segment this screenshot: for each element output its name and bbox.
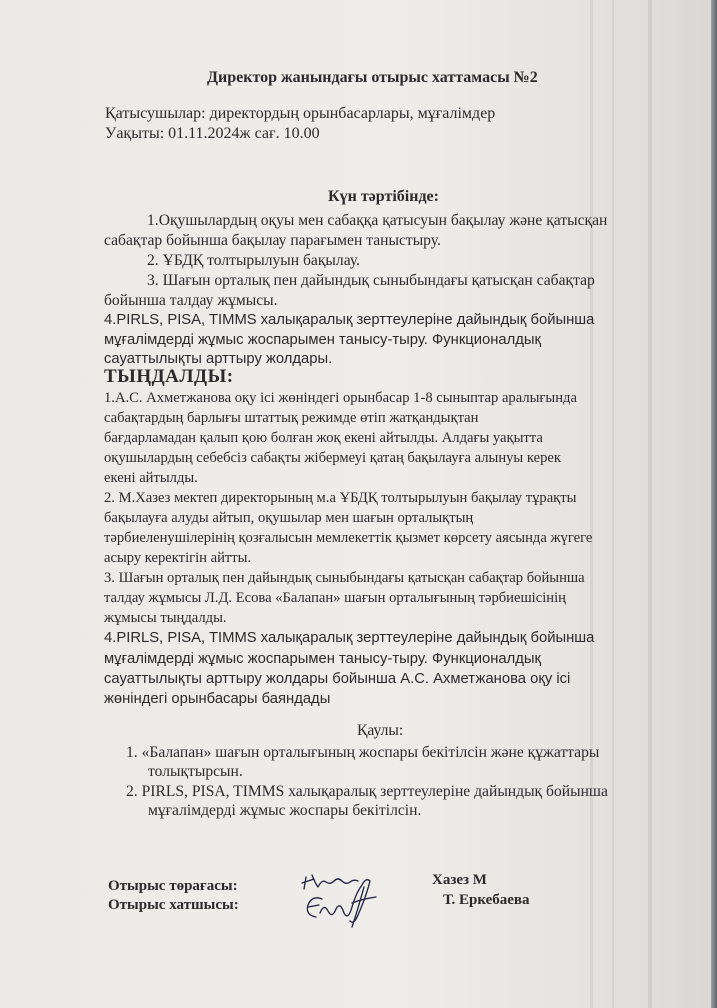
listened-line: асыру керектігін айтты. xyxy=(104,550,252,566)
scan-streak xyxy=(590,0,593,1008)
secretary-label: Отырыс хатшысы: xyxy=(108,897,239,913)
listened-line: жұмысы тыңдалды. xyxy=(104,610,227,626)
secretary-name: Т. Еркебаева xyxy=(443,892,530,908)
listened-heading: ТЫҢДАЛДЫ: xyxy=(104,366,234,387)
listened-line: 4.PIRLS, PISA, TIMMS халықаралық зерттеулеріне дайындық бойынша xyxy=(104,630,595,646)
resolution-heading: Қаулы: xyxy=(357,722,404,739)
chair-label: Отырыс төрағасы: xyxy=(108,878,238,894)
agenda-line: сауаттылықты арттыру жолдары. xyxy=(104,351,333,367)
handwritten-signatures xyxy=(292,863,390,933)
scan-streak xyxy=(648,0,652,1008)
resolution-line: мұғалімдерді жұмыс жоспары бекітілсін. xyxy=(148,802,422,819)
listened-line: жөніндегі орынбасары баяндады xyxy=(104,691,331,707)
resolution-line: 2. PIRLS, PISA, TIMMS халықаралық зерттеулеріне дайындық бойынша xyxy=(126,783,608,800)
listened-line: 3. Шағын орталық пен дайындық сыныбындағы қатысқан сабақтар бойынша xyxy=(104,570,585,586)
scan-streak xyxy=(612,0,614,1008)
listened-line: бағдарламадан қалып қою болған жоқ екені айтылды. Алдағы уақытта xyxy=(104,430,543,446)
agenda-line: 1.Оқушылардың оқуы мен сабаққа қатысуын бақылау және қатысқан xyxy=(147,212,608,229)
document-title: Директор жанындағы отырыс хаттамасы №2 xyxy=(207,69,538,86)
agenda-line: мұғалімдерді жұмыс жоспарымен танысу-тыру. Функционалдық xyxy=(104,332,542,348)
agenda-line: 3. Шағын орталық пен дайындық сыныбындағы қатысқан сабақтар xyxy=(147,272,595,289)
listened-line: сабақтардың барлығы штаттық режимде өтіп жатқандықтан xyxy=(104,410,479,426)
listened-line: сауаттылықты арттыру жолдары бойынша А.С. Ахметжанова оқу ісі xyxy=(104,671,571,687)
participants-line: Қатысушылар: директордың орынбасарлары, мұғалімдер xyxy=(105,105,496,122)
listened-line: тәрбиеленушілерінің қозғалысын мемлекеттік қызмет көрсету аясында жүгеге xyxy=(104,530,593,546)
resolution-line: 1. «Балапан» шағын орталығының жоспары бекітілсін және құжаттары xyxy=(126,744,600,761)
listened-line: оқушылардың себебсіз сабақты жібермеуі қатаң бақылауға алынуы керек xyxy=(104,450,561,466)
agenda-line: 4.PIRLS, PISA, TIMMS халықаралық зерттеулеріне дайындық бойынша xyxy=(104,312,595,328)
listened-line: 2. М.Хазез мектеп директорының м.а ҰБДҚ толтырылуын бақылау тұрақты xyxy=(104,490,577,506)
page-edge xyxy=(711,0,717,1008)
listened-line: екені айтылды. xyxy=(104,470,198,486)
time-line: Уақыты: 01.11.2024ж сағ. 10.00 xyxy=(105,125,320,142)
resolution-line: толықтырсын. xyxy=(148,763,243,780)
listened-line: 1.А.С. Ахметжанова оқу ісі жөніндегі орынбасар 1-8 сыныптар аралығында xyxy=(104,390,577,406)
agenda-line: сабақтар бойынша бақылау парағымен таныстыру. xyxy=(104,232,441,249)
agenda-line: 2. ҰБДҚ толтырылуын бақылау. xyxy=(147,252,360,269)
agenda-line: бойынша талдау жұмысы. xyxy=(104,292,278,309)
chair-name: Хазез М xyxy=(432,872,487,888)
listened-line: мұғалімдерді жұмыс жоспарымен танысу-тыру. Функционалдық xyxy=(104,651,542,667)
agenda-heading: Күн тәртібінде: xyxy=(328,188,439,205)
listened-line: талдау жұмысы Л.Д. Есова «Балапан» шағын орталығының тәрбиешісінің xyxy=(104,590,566,606)
listened-line: бақылауға алуды айтып, оқушылар мен шағын орталықтың xyxy=(104,510,474,526)
